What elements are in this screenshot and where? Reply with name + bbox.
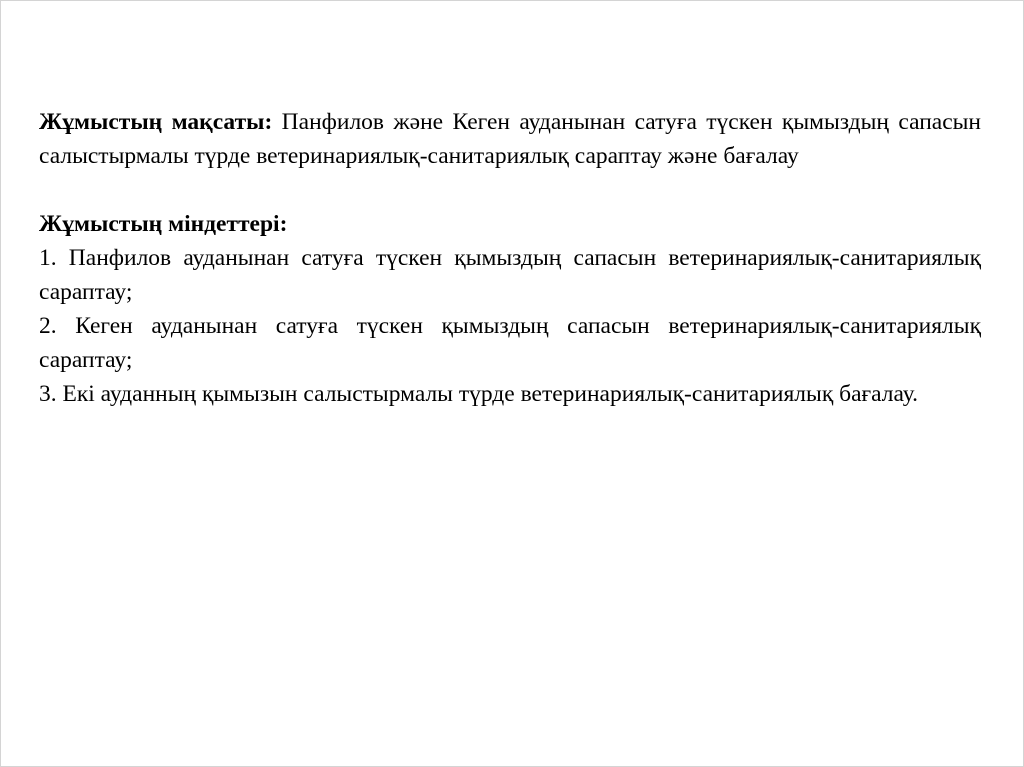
goal-text: Панфилов және Кеген ауданынан сатуға түскен қымыздың сапасын салыстырмалы түрде ветеринариялық-санитариялық сараптау және бағалау	[39, 109, 981, 169]
tasks-heading	[39, 207, 981, 241]
slide-content	[39, 105, 981, 411]
task-item-1: 1. Панфилов ауданынан сатуға түскен қымыздың сапасын ветеринариялық-санитариялық сараптау;	[39, 245, 981, 305]
paragraph-spacer	[39, 173, 981, 207]
goal-paragraph	[39, 105, 981, 173]
task-item-2: 2. Кеген ауданынан сатуға түскен қымыздың сапасын ветеринариялық-санитариялық сараптау;	[39, 313, 981, 373]
task-item-3: 3. Екі ауданның қымызын салыстырмалы түрде ветеринариялық-санитариялық бағалау.	[39, 381, 919, 407]
tasks-label: Жұмыстың міндеттері:	[39, 211, 288, 237]
goal-label: Жұмыстың мақсаты:	[39, 109, 273, 135]
